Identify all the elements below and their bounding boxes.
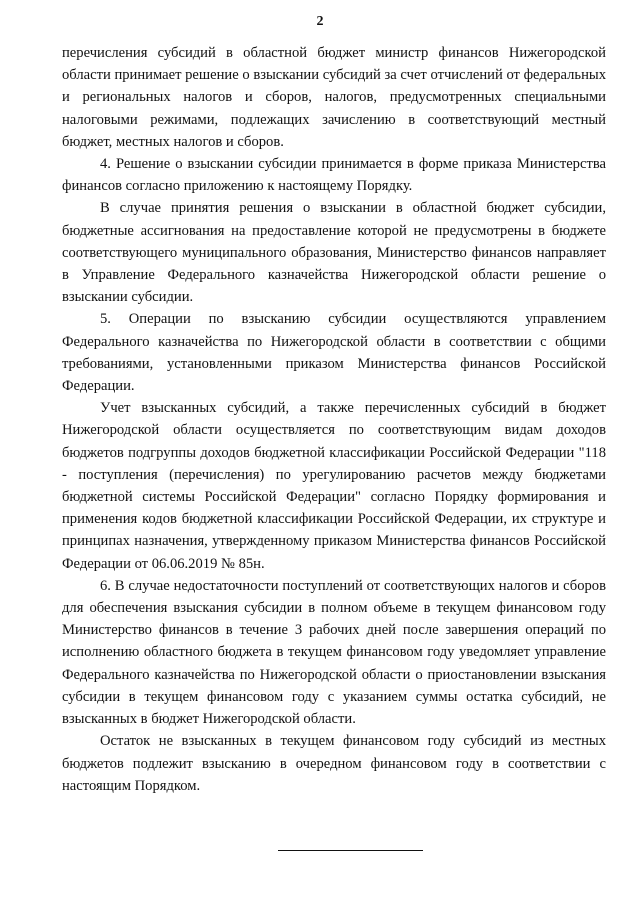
paragraph-item-6: 6. В случае недостаточности поступлений от соответствующих налогов и сборов для обеспечения взыскания субсидии в полном объеме в текущем финансовом году Министерство финансов в течение 3 рабочих дней после завершения операций по исполнению областного бюджета в текущем финансовом году уведомляет управление Федерального казначейства по Нижегородской области о приостановлении взыскания субсидии в текущем финансовом году с указанием суммы остатка субсидий, не взысканных в бюджет Нижегородской области.	[62, 577, 606, 728]
closing-divider	[278, 850, 423, 851]
paragraph-budget-allocation: В случае принятия решения о взыскании в областной бюджет субсидии, бюджетные ассигнования на предоставление которой не предусмотрены в бюджете соответствующего муниципального образования, Министерство финансов направляет в Управление Федерального казначейства Нижегородской области решение о взыскании субсидии.	[62, 200, 606, 306]
paragraph-item-4: 4. Решение о взыскании субсидии принимается в форме приказа Министерства финансов согласно приложению к настоящему Порядку.	[62, 156, 606, 195]
page-number: 2	[316, 14, 324, 29]
document-body	[62, 42, 606, 797]
paragraph-continuation: перечисления субсидий в областной бюджет министр финансов Нижегородской области принимает решение о взыскании субсидий за счет отчислений от федеральных и региональных налогов и сборов, налогов, предусмотренных специальными налоговыми режимами, подлежащих зачислению в соответствующий местный бюджет, местных налогов и сборов.	[62, 45, 606, 150]
paragraph-item-5: 5. Операции по взысканию субсидии осуществляются управлением Федерального казначейства по Нижегородской области в соответствии с общими требованиями, установленными приказом Министерства финансов Российской Федерации.	[62, 311, 606, 395]
paragraph-remainder: Остаток не взысканных в текущем финансовом году субсидий из местных бюджетов подлежит взысканию в очередном финансовом году в соответствии с настоящим Порядком.	[62, 733, 606, 794]
paragraph-accounting: Учет взысканных субсидий, а также перечисленных субсидий в бюджет Нижегородской области осуществляется по соответствующим видам доходов бюджетов подгруппы доходов бюджетной классификации Российской Федерации "118 - поступления (перечисления) по урегулированию расчетов между бюджетами бюджетной системы Российской Федерации" согласно Порядку формирования и применения кодов бюджетной классификации Российской Федерации, их структуре и принципах назначения, утвержденному приказом Министерства финансов Российской Федерации от 06.06.2019 № 85н.	[62, 400, 606, 572]
